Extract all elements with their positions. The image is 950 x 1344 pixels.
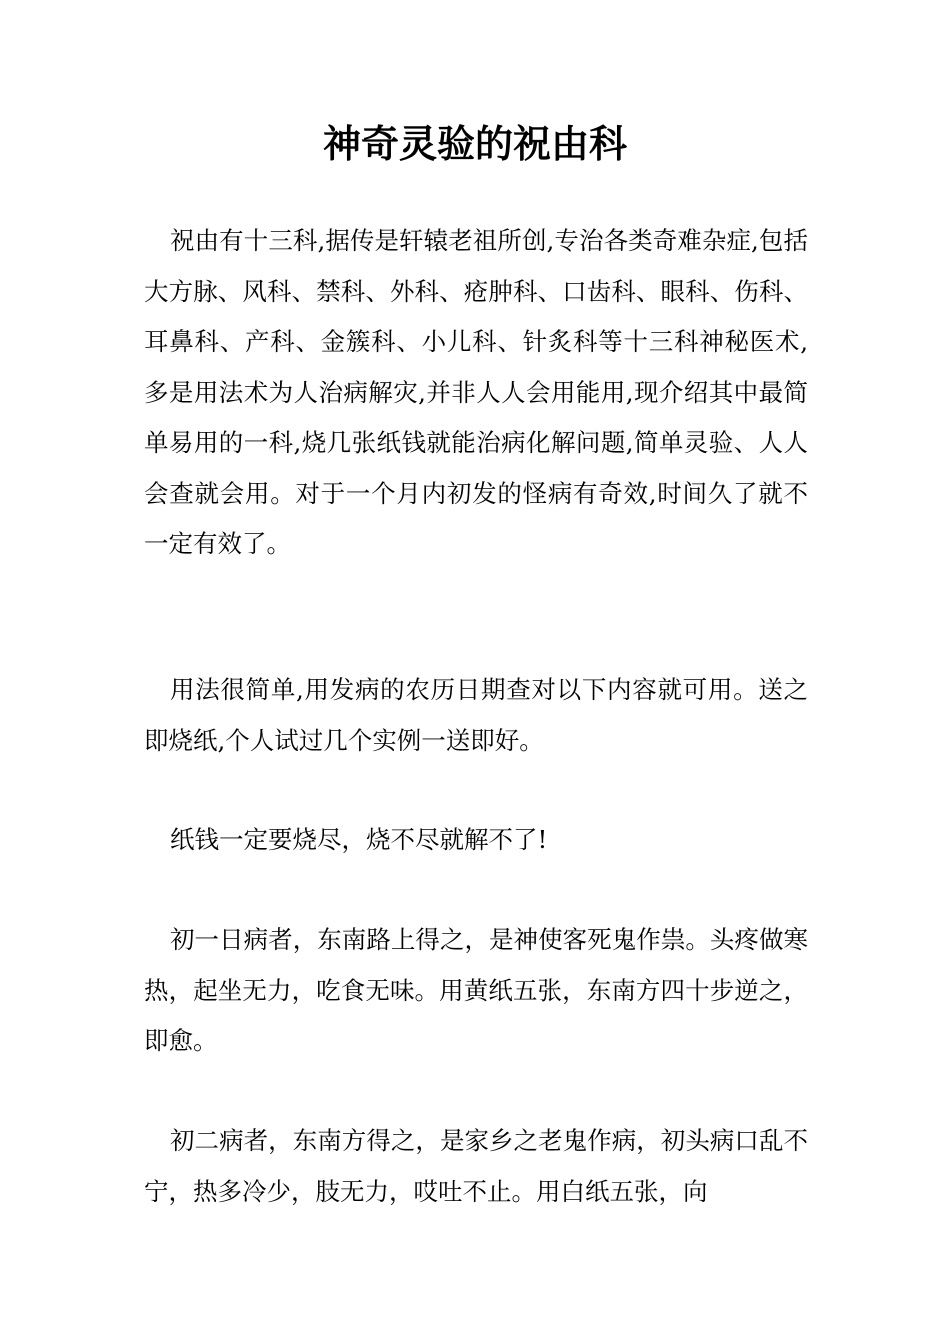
paragraph-day-two: 初二病者，东南方得之，是家乡之老鬼作病，初头病口乱不宁，热多冷少，肢无力，哎吐不止。用白纸五张，向 (144, 1126, 808, 1206)
paragraph-usage: 用法很简单,用发病的农历日期查对以下内容就可用。送之即烧纸,个人试过几个实例一送即好。 (144, 675, 808, 755)
paragraph-day-one: 初一日病者，东南路上得之，是神使客死鬼作祟。头疼做寒热，起坐无力，吃食无味。用黄纸五张，东南方四十步逆之，即愈。 (144, 925, 808, 1055)
paragraph-warning: 纸钱一定要烧尽，烧不尽就解不了! (170, 825, 548, 854)
paragraph-intro: 祝由有十三科,据传是轩辕老祖所创,专治各类奇难杂症,包括大方脉、风科、禁科、外科、疮肿科、口齿科、眼科、伤科、耳鼻科、产科、金簇科、小儿科、针炙科等十三科神秘医术,多是用法术为人治病解灾,并非人人会用能用,现介绍其中最简单易用的一科,烧几张纸钱就能治病化解问题,简单灵验、人人会查就会用。对于一个月内初发的怪病有奇效,时间久了就不一定有效了。 (144, 226, 808, 558)
page-title: 神奇灵验的祝由科 (322, 121, 627, 166)
